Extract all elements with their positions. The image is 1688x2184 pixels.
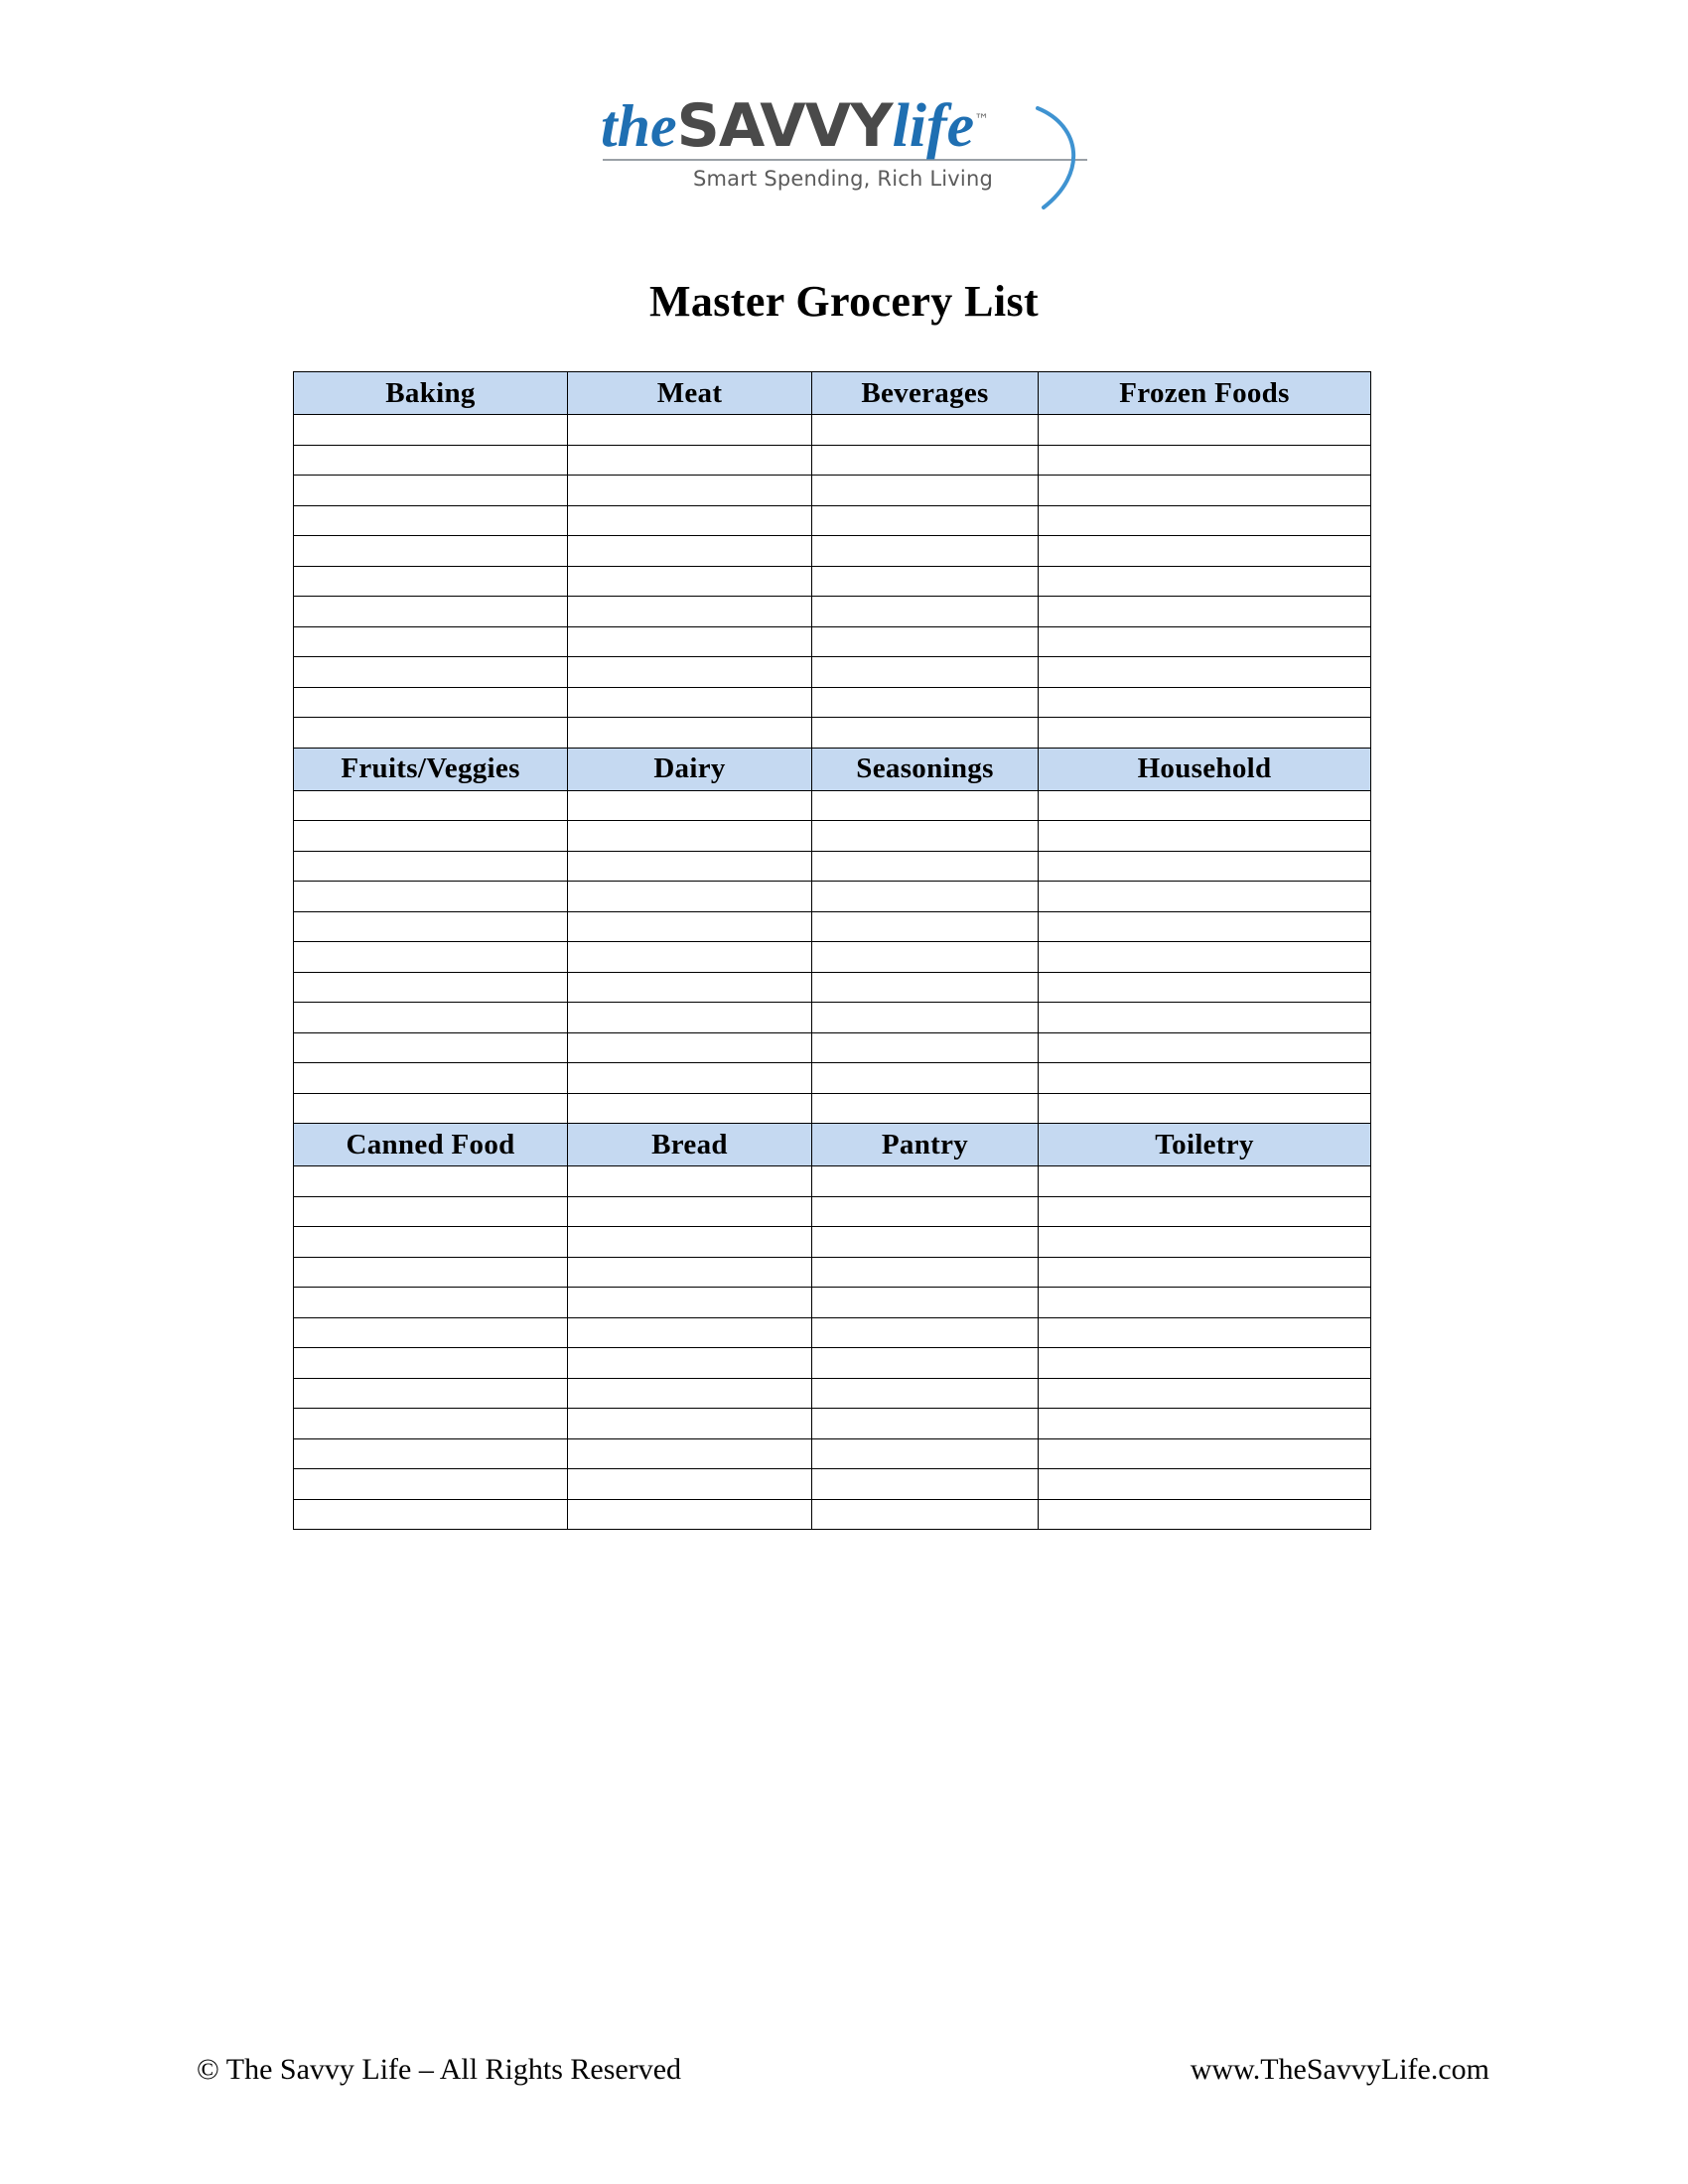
entry-cell[interactable]	[294, 1227, 568, 1258]
entry-cell[interactable]	[568, 1348, 812, 1379]
entry-cell[interactable]	[568, 536, 812, 567]
column-header-toiletry: Toiletry	[1039, 1124, 1371, 1166]
table-row	[294, 1093, 1371, 1124]
entry-cell[interactable]	[1039, 821, 1371, 852]
table-row	[294, 821, 1371, 852]
entry-cell[interactable]	[1039, 1409, 1371, 1439]
entry-cell[interactable]	[1039, 445, 1371, 476]
logo-word-life: life	[892, 92, 975, 160]
entry-cell[interactable]	[1039, 882, 1371, 912]
entry-cell[interactable]	[294, 1438, 568, 1469]
entry-cell[interactable]	[812, 1227, 1039, 1258]
entry-cell[interactable]	[812, 1348, 1039, 1379]
entry-cell[interactable]	[812, 505, 1039, 536]
entry-cell[interactable]	[812, 911, 1039, 942]
entry-cell[interactable]	[812, 718, 1039, 749]
entry-cell[interactable]	[1039, 972, 1371, 1003]
entry-cell[interactable]	[812, 821, 1039, 852]
entry-cell[interactable]	[1039, 1378, 1371, 1409]
entry-cell[interactable]	[568, 882, 812, 912]
entry-cell[interactable]	[294, 790, 568, 821]
entry-cell[interactable]	[812, 851, 1039, 882]
entry-cell[interactable]	[294, 445, 568, 476]
entry-cell[interactable]	[812, 790, 1039, 821]
entry-cell[interactable]	[1039, 687, 1371, 718]
entry-cell[interactable]	[568, 657, 812, 688]
entry-cell[interactable]	[294, 1409, 568, 1439]
entry-cell[interactable]	[812, 657, 1039, 688]
entry-cell[interactable]	[1039, 718, 1371, 749]
table-row	[294, 1063, 1371, 1094]
entry-cell[interactable]	[812, 882, 1039, 912]
entry-cell[interactable]	[812, 445, 1039, 476]
entry-cell[interactable]	[568, 415, 812, 446]
entry-cell[interactable]	[1039, 851, 1371, 882]
table-row	[294, 790, 1371, 821]
table-row	[294, 1003, 1371, 1033]
entry-cell[interactable]	[294, 1469, 568, 1500]
entry-cell[interactable]	[294, 1348, 568, 1379]
entry-cell[interactable]	[568, 1409, 812, 1439]
entry-cell[interactable]	[1039, 1227, 1371, 1258]
page-footer	[0, 2053, 1688, 2093]
table-row	[294, 505, 1371, 536]
entry-cell[interactable]	[568, 1257, 812, 1288]
entry-cell[interactable]	[1039, 1257, 1371, 1288]
entry-cell[interactable]	[568, 1288, 812, 1318]
table-row	[294, 911, 1371, 942]
entry-cell[interactable]	[1039, 505, 1371, 536]
entry-cell[interactable]	[568, 821, 812, 852]
column-header-pantry: Pantry	[812, 1124, 1039, 1166]
entry-cell[interactable]	[812, 1063, 1039, 1094]
entry-cell[interactable]	[568, 911, 812, 942]
column-header-dairy: Dairy	[568, 748, 812, 790]
entry-cell[interactable]	[568, 476, 812, 506]
entry-cell[interactable]	[568, 1317, 812, 1348]
table-row	[294, 1166, 1371, 1197]
entry-cell[interactable]	[812, 687, 1039, 718]
entry-cell[interactable]	[568, 851, 812, 882]
entry-cell[interactable]	[294, 566, 568, 597]
entry-cell[interactable]	[812, 536, 1039, 567]
entry-cell[interactable]	[294, 657, 568, 688]
table-row	[294, 597, 1371, 627]
column-header-bread: Bread	[568, 1124, 812, 1166]
table-row	[294, 882, 1371, 912]
table-row	[294, 1288, 1371, 1318]
entry-cell[interactable]	[812, 1257, 1039, 1288]
entry-cell[interactable]	[1039, 1196, 1371, 1227]
entry-cell[interactable]	[294, 942, 568, 973]
entry-cell[interactable]	[812, 1032, 1039, 1063]
table-row	[294, 536, 1371, 567]
entry-cell[interactable]	[1039, 1032, 1371, 1063]
column-header-beverages: Beverages	[812, 372, 1039, 415]
table-header-row	[294, 1124, 1371, 1166]
entry-cell[interactable]	[1039, 1317, 1371, 1348]
table-row	[294, 942, 1371, 973]
entry-cell[interactable]	[294, 476, 568, 506]
entry-cell[interactable]	[812, 1499, 1039, 1530]
entry-cell[interactable]	[294, 415, 568, 446]
entry-cell[interactable]	[812, 415, 1039, 446]
table-row	[294, 1032, 1371, 1063]
footer-website: www.TheSavvyLife.com	[1190, 2053, 1489, 2086]
entry-cell[interactable]	[812, 1003, 1039, 1033]
table-row	[294, 972, 1371, 1003]
entry-cell[interactable]	[568, 1438, 812, 1469]
entry-cell[interactable]	[1039, 790, 1371, 821]
entry-cell[interactable]	[812, 972, 1039, 1003]
logo-inner	[601, 91, 1087, 191]
entry-cell[interactable]	[812, 1469, 1039, 1500]
table-row	[294, 718, 1371, 749]
entry-cell[interactable]	[568, 626, 812, 657]
entry-cell[interactable]	[294, 597, 568, 627]
table-row	[294, 415, 1371, 446]
column-header-frozen-foods: Frozen Foods	[1039, 372, 1371, 415]
column-header-baking: Baking	[294, 372, 568, 415]
entry-cell[interactable]	[294, 1063, 568, 1094]
entry-cell[interactable]	[294, 1166, 568, 1197]
entry-cell[interactable]	[294, 1003, 568, 1033]
table-row	[294, 851, 1371, 882]
entry-cell[interactable]	[568, 1093, 812, 1124]
entry-cell[interactable]	[1039, 1003, 1371, 1033]
entry-cell[interactable]	[568, 972, 812, 1003]
entry-cell[interactable]	[1039, 911, 1371, 942]
logo-tagline: Smart Spending, Rich Living	[692, 167, 994, 191]
table-row	[294, 1499, 1371, 1530]
table-row	[294, 445, 1371, 476]
entry-cell[interactable]	[1039, 1288, 1371, 1318]
entry-cell[interactable]	[294, 1196, 568, 1227]
entry-cell[interactable]	[294, 972, 568, 1003]
entry-cell[interactable]	[294, 851, 568, 882]
entry-cell[interactable]	[1039, 1348, 1371, 1379]
table-row	[294, 1438, 1371, 1469]
entry-cell[interactable]	[1039, 536, 1371, 567]
entry-cell[interactable]	[1039, 597, 1371, 627]
entry-cell[interactable]	[568, 942, 812, 973]
table-row	[294, 657, 1371, 688]
entry-cell[interactable]	[568, 718, 812, 749]
entry-cell[interactable]	[1039, 1093, 1371, 1124]
entry-cell[interactable]	[294, 718, 568, 749]
entry-cell[interactable]	[568, 1499, 812, 1530]
entry-cell[interactable]	[568, 1469, 812, 1500]
entry-cell[interactable]	[1039, 476, 1371, 506]
entry-cell[interactable]	[1039, 657, 1371, 688]
entry-cell[interactable]	[1039, 1063, 1371, 1094]
entry-cell[interactable]	[568, 566, 812, 597]
logo-word-the: the	[601, 93, 677, 159]
entry-cell[interactable]	[812, 942, 1039, 973]
entry-cell[interactable]	[568, 505, 812, 536]
entry-cell[interactable]	[1039, 1469, 1371, 1500]
column-header-meat: Meat	[568, 372, 812, 415]
entry-cell[interactable]	[294, 1032, 568, 1063]
logo-wordmark	[601, 91, 1087, 161]
table-header-row	[294, 372, 1371, 415]
entry-cell[interactable]	[294, 882, 568, 912]
entry-cell[interactable]	[294, 1499, 568, 1530]
logo-word-savvy: SAVVY	[676, 91, 893, 161]
entry-cell[interactable]	[568, 597, 812, 627]
entry-cell[interactable]	[568, 1227, 812, 1258]
table-row	[294, 1409, 1371, 1439]
entry-cell[interactable]	[294, 821, 568, 852]
entry-cell[interactable]	[294, 505, 568, 536]
brand-logo	[0, 91, 1688, 191]
entry-cell[interactable]	[812, 476, 1039, 506]
column-header-fruits-veggies: Fruits/Veggies	[294, 748, 568, 790]
table-header-row	[294, 748, 1371, 790]
entry-cell[interactable]	[812, 1409, 1039, 1439]
entry-cell[interactable]	[1039, 942, 1371, 973]
table-row	[294, 566, 1371, 597]
entry-cell[interactable]	[568, 1166, 812, 1197]
entry-cell[interactable]	[812, 597, 1039, 627]
entry-cell[interactable]	[1039, 1438, 1371, 1469]
table-row	[294, 1348, 1371, 1379]
footer-copyright: © The Savvy Life – All Rights Reserved	[197, 2053, 682, 2086]
entry-cell[interactable]	[568, 687, 812, 718]
table-row	[294, 1317, 1371, 1348]
entry-cell[interactable]	[568, 1003, 812, 1033]
entry-cell[interactable]	[812, 626, 1039, 657]
entry-cell[interactable]	[568, 1196, 812, 1227]
entry-cell[interactable]	[294, 536, 568, 567]
column-header-seasonings: Seasonings	[812, 748, 1039, 790]
entry-cell[interactable]	[568, 445, 812, 476]
entry-cell[interactable]	[812, 566, 1039, 597]
entry-cell[interactable]	[1039, 415, 1371, 446]
table-body	[294, 372, 1371, 1530]
entry-cell[interactable]	[294, 1378, 568, 1409]
column-header-household: Household	[1039, 748, 1371, 790]
table-row	[294, 1196, 1371, 1227]
entry-cell[interactable]	[568, 1032, 812, 1063]
entry-cell[interactable]	[812, 1196, 1039, 1227]
table-row	[294, 1378, 1371, 1409]
entry-cell[interactable]	[294, 626, 568, 657]
table-row	[294, 1469, 1371, 1500]
table-row	[294, 687, 1371, 718]
entry-cell[interactable]	[812, 1093, 1039, 1124]
entry-cell[interactable]	[294, 1317, 568, 1348]
column-header-canned-food: Canned Food	[294, 1124, 568, 1166]
entry-cell[interactable]	[812, 1288, 1039, 1318]
grocery-list-table	[293, 371, 1371, 1530]
entry-cell[interactable]	[294, 1288, 568, 1318]
table-row	[294, 476, 1371, 506]
entry-cell[interactable]	[294, 1093, 568, 1124]
trademark-symbol: ™	[974, 110, 990, 129]
entry-cell[interactable]	[1039, 1166, 1371, 1197]
entry-cell[interactable]	[1039, 566, 1371, 597]
entry-cell[interactable]	[1039, 1499, 1371, 1530]
entry-cell[interactable]	[294, 911, 568, 942]
entry-cell[interactable]	[568, 1378, 812, 1409]
entry-cell[interactable]	[568, 790, 812, 821]
table-row	[294, 1227, 1371, 1258]
entry-cell[interactable]	[568, 1063, 812, 1094]
entry-cell[interactable]	[812, 1317, 1039, 1348]
entry-cell[interactable]	[812, 1378, 1039, 1409]
entry-cell[interactable]	[294, 687, 568, 718]
table-row	[294, 626, 1371, 657]
entry-cell[interactable]	[294, 1257, 568, 1288]
entry-cell[interactable]	[812, 1166, 1039, 1197]
entry-cell[interactable]	[1039, 626, 1371, 657]
entry-cell[interactable]	[812, 1438, 1039, 1469]
page-title: Master Grocery List	[648, 277, 1040, 326]
table-row	[294, 1257, 1371, 1288]
